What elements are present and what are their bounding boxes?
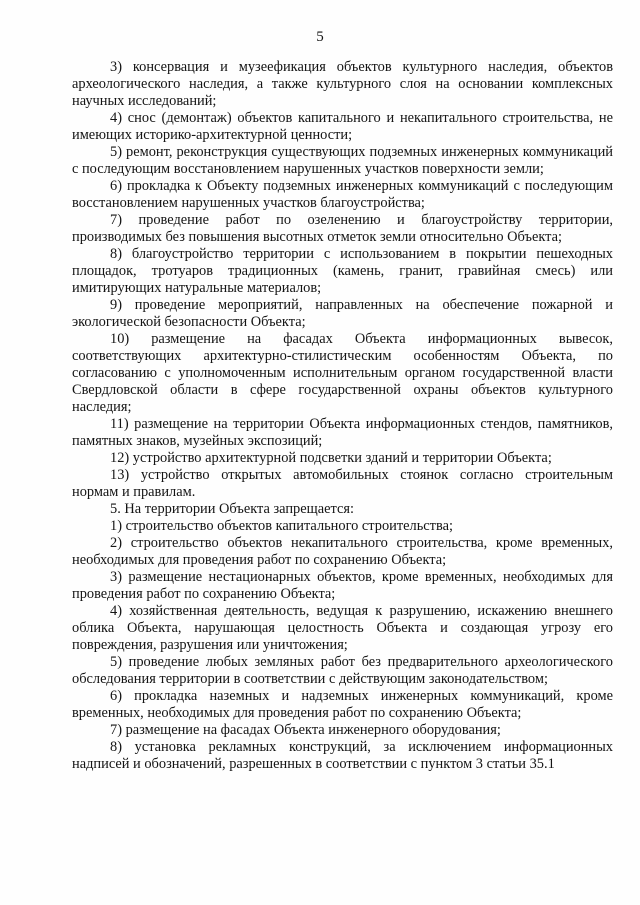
paragraph-item-11-stands: 11) размещение на территории Объекта информационных стендов, памятников, памятных знаков, музейных экспозиций; [72, 416, 613, 449]
prohibited-item-6: 6) прокладка наземных и надземных инженерных коммуникаций, кроме временных, необходимых для проведения работ по сохранению Объекта; [72, 688, 613, 721]
paragraph-item-6-laying: 6) прокладка к Объекту подземных инженерных коммуникаций с последующим восстановлением нарушенных участков благоустройства; [72, 178, 613, 211]
page-number: 5 [316, 29, 324, 45]
prohibited-item-7: 7) размещение на фасадах Объекта инженерного оборудования; [110, 722, 501, 738]
document-body [72, 59, 613, 773]
paragraph-item-9-safety: 9) проведение мероприятий, направленных на обеспечение пожарной и экологической безопасности Объекта; [72, 297, 613, 330]
prohibited-item-8: 8) установка рекламных конструкций, за исключением информационных надписей и обозначений, разрешенных в соответствии с пунктом 3 статьи 35.1 [72, 739, 613, 772]
paragraph-item-8-improvement: 8) благоустройство территории с использованием в покрытии пешеходных площадок, тротуаров традиционных (камень, гранит, гравийная смесь) или имитирующих натуральные материалов; [72, 246, 613, 296]
prohibited-item-5: 5) проведение любых земляных работ без предварительного археологического обследования территории в соответствии с действующим законодательством; [72, 654, 613, 687]
prohibited-item-2: 2) строительство объектов некапитального строительства, кроме временных, необходимых для проведения работ по сохранению Объекта; [72, 535, 613, 568]
paragraph-item-4-demolition: 4) снос (демонтаж) объектов капитального и некапитального строительства, не имеющих историко-архитектурной ценности; [72, 110, 613, 143]
paragraph-item-5-repair: 5) ремонт, реконструкция существующих подземных инженерных коммуникаций с последующим восстановлением нарушенных участков поверхности земли; [72, 144, 613, 177]
section-5-heading: 5. На территории Объекта запрещается: [110, 501, 354, 517]
paragraph-item-12-lighting: 12) устройство архитектурной подсветки зданий и территории Объекта; [110, 450, 552, 466]
paragraph-item-13-parking: 13) устройство открытых автомобильных стоянок согласно строительным нормам и правилам. [72, 467, 613, 500]
paragraph-item-10-signage: 10) размещение на фасадах Объекта информационных вывесок, соответствующих архитектурно-стилистическим особенностям Объекта, по согласованию с уполномоченным исполнительным органом государственной власти Свердловской области в сфере государственной охраны объектов культурного наследия; [72, 331, 613, 415]
paragraph-item-7-landscaping: 7) проведение работ по озеленению и благоустройству территории, производимых без повышения высотных отметок земли относительно Объекта; [72, 212, 613, 245]
paragraph-item-3-conservation: 3) консервация и музеефикация объектов культурного наследия, объектов археологического наследия, а также культурного слоя на основании комплексных научных исследований; [72, 59, 613, 109]
prohibited-item-3: 3) размещение нестационарных объектов, кроме временных, необходимых для проведения работ по сохранению Объекта; [72, 569, 613, 602]
prohibited-item-4: 4) хозяйственная деятельность, ведущая к разрушению, искажению внешнего облика Объекта, нарушающая целостность Объекта и создающая угрозу его повреждения, разрушения или уничтожения; [72, 603, 613, 653]
prohibited-item-1: 1) строительство объектов капитального строительства; [110, 518, 453, 534]
